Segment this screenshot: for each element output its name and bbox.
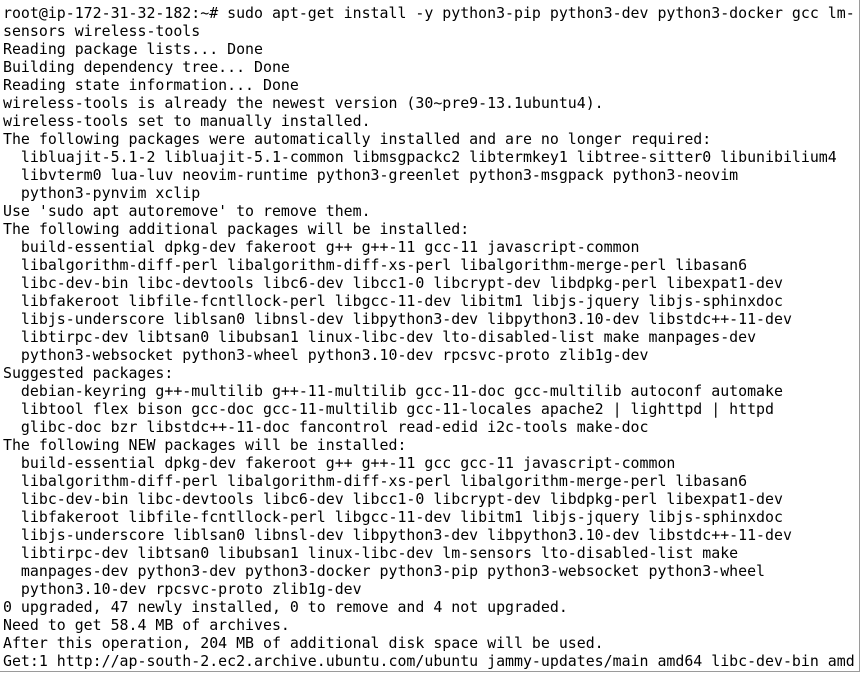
terminal-line: python3-websocket python3-wheel python3.10-dev rpcsvc-proto zlib1g-dev: [3, 346, 649, 364]
terminal-line: libtool flex bison gcc-doc gcc-11-multilib gcc-11-locales apache2 | lighttpd | httpd: [3, 400, 774, 418]
terminal-line: Reading package lists... Done: [3, 40, 263, 58]
terminal-line: libvterm0 lua-luv neovim-runtime python3-greenlet python3-msgpack python3-neovim: [3, 166, 739, 184]
terminal-line: Reading state information... Done: [3, 76, 299, 94]
terminal-line: libfakeroot libfile-fcntllock-perl libgcc-11-dev libitm1 libjs-jquery libjs-sphinxdoc: [3, 508, 783, 526]
terminal-line: Get:1 http://ap-south-2.ec2.archive.ubuntu.com/ubuntu jammy-updates/main amd64 libc-dev-bin amd: [3, 652, 855, 670]
terminal-line: manpages-dev python3-dev python3-docker python3-pip python3-websocket python3-wheel: [3, 562, 766, 580]
terminal-line: Building dependency tree... Done: [3, 58, 290, 76]
terminal-line: glibc-doc bzr libstdc++-11-doc fancontrol read-edid i2c-tools make-doc: [3, 418, 649, 436]
terminal-line: python3-pynvim xclip: [3, 184, 201, 202]
terminal-line: python3.10-dev rpcsvc-proto zlib1g-dev: [3, 580, 362, 598]
terminal-line: The following additional packages will be installed:: [3, 220, 470, 238]
terminal-line: libtirpc-dev libtsan0 libubsan1 linux-libc-dev lm-sensors lto-disabled-list make: [3, 544, 739, 562]
terminal-line: The following packages were automatically installed and are no longer required:: [3, 130, 712, 148]
terminal-line: 0 upgraded, 47 newly installed, 0 to remove and 4 not upgraded.: [3, 598, 568, 616]
terminal-line: libtirpc-dev libtsan0 libubsan1 linux-libc-dev lto-disabled-list make manpages-dev: [3, 328, 757, 346]
terminal-line: After this operation, 204 MB of additional disk space will be used.: [3, 634, 604, 652]
terminal-line: Use 'sudo apt autoremove' to remove them.: [3, 202, 371, 220]
terminal-output: [3, 4, 859, 670]
terminal-line: libfakeroot libfile-fcntllock-perl libgcc-11-dev libitm1 libjs-jquery libjs-sphinxdoc: [3, 292, 783, 310]
terminal-line: libjs-underscore liblsan0 libnsl-dev libpython3-dev libpython3.10-dev libstdc++-11-dev: [3, 310, 792, 328]
terminal-line: build-essential dpkg-dev fakeroot g++ g++-11 gcc-11 javascript-common: [3, 238, 640, 256]
terminal-line: Need to get 58.4 MB of archives.: [3, 616, 290, 634]
terminal-line: The following NEW packages will be installed:: [3, 436, 407, 454]
command-prompt-line: root@ip-172-31-32-182:~# sudo apt-get install -y python3-pip python3-dev python3-docker gcc lm-: [3, 4, 855, 22]
terminal-line: libc-dev-bin libc-devtools libc6-dev libcc1-0 libcrypt-dev libdpkg-perl libexpat1-dev: [3, 274, 783, 292]
terminal-line: wireless-tools is already the newest version (30~pre9-13.1ubuntu4).: [3, 94, 604, 112]
terminal-line: sensors wireless-tools: [3, 22, 201, 40]
terminal-line: libalgorithm-diff-perl libalgorithm-diff-xs-perl libalgorithm-merge-perl libasan6: [3, 256, 748, 274]
terminal-line: libc-dev-bin libc-devtools libc6-dev libcc1-0 libcrypt-dev libdpkg-perl libexpat1-dev: [3, 490, 783, 508]
terminal-line: libjs-underscore liblsan0 libnsl-dev libpython3-dev libpython3.10-dev libstdc++-11-dev: [3, 526, 792, 544]
terminal-line: libluajit-5.1-2 libluajit-5.1-common libmsgpackc2 libtermkey1 libtree-sitter0 libunibilium4: [3, 148, 837, 166]
terminal-line: libalgorithm-diff-perl libalgorithm-diff-xs-perl libalgorithm-merge-perl libasan6: [3, 472, 748, 490]
terminal-line: debian-keyring g++-multilib g++-11-multilib gcc-11-doc gcc-multilib autoconf automake: [3, 382, 783, 400]
terminal-line: Suggested packages:: [3, 364, 174, 382]
terminal-line: build-essential dpkg-dev fakeroot g++ g++-11 gcc gcc-11 javascript-common: [3, 454, 676, 472]
terminal-line: wireless-tools set to manually installed.: [3, 112, 371, 130]
